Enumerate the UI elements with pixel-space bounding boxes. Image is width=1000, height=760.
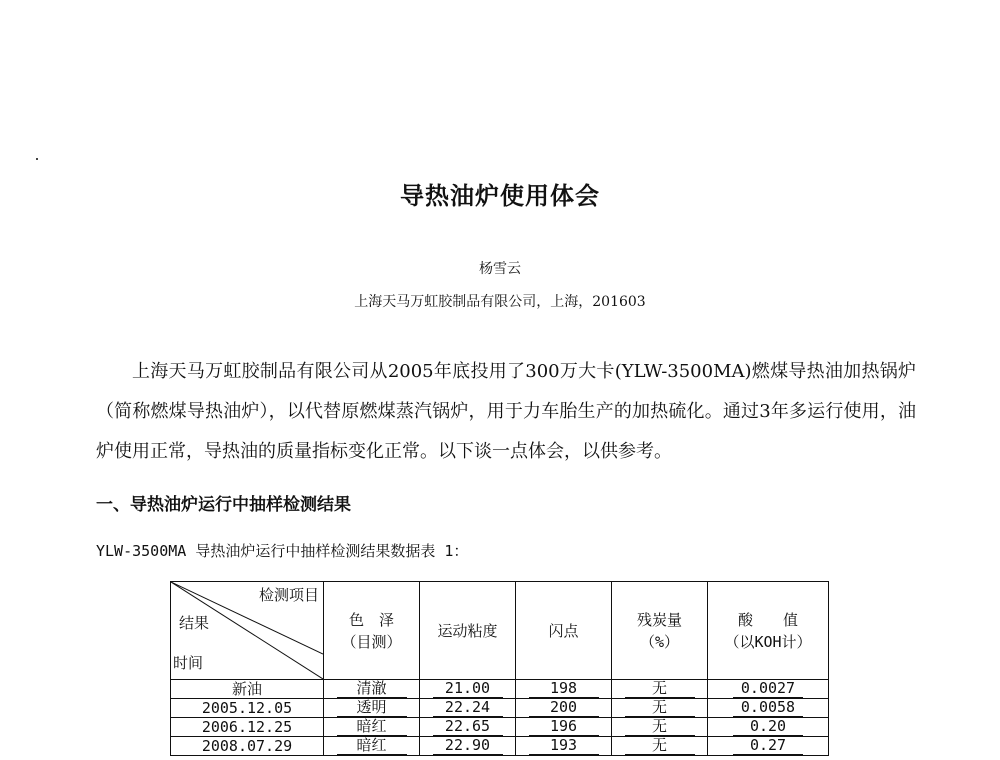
section-heading-1: 一、导热油炉运行中抽样检测结果	[96, 495, 351, 515]
cell-acid	[708, 699, 829, 718]
cell-flash	[516, 699, 612, 718]
cell-acid-text: 0.0027	[733, 680, 803, 698]
cell-color-text: 暗红	[337, 718, 407, 736]
header-flash-point	[516, 582, 612, 680]
cell-acid-text: 0.0058	[733, 699, 803, 717]
table-header-row	[171, 582, 829, 680]
header-carbon-line2: （%）	[639, 632, 680, 651]
cell-flash-text: 196	[529, 718, 599, 736]
cell-viscosity-text: 22.65	[433, 718, 503, 736]
cell-viscosity	[420, 718, 516, 737]
intro-paragraph: 上海天马万虹胶制品有限公司从2005年底投用了300万大卡(YLW-3500MA)燃煤导热油加热锅炉（简称燃煤导热油炉），以代替原燃煤蒸汽锅炉，用于力车胎生产的加热硫化。通过3年多运行使用，油炉使用正常，导热油的质量指标变化正常。以下谈一点体会，以供参考。	[96, 361, 916, 462]
header-carbon-line1: 残炭量	[636, 610, 682, 629]
author-affiliation: 上海天马万虹胶制品有限公司，上海，201603	[354, 294, 646, 310]
cell-carbon-text: 无	[625, 680, 695, 698]
header-acid-line2: （以KOH计）	[724, 632, 812, 651]
cell-time: 2006.12.25	[171, 718, 324, 737]
header-viscosity	[420, 582, 516, 680]
header-viscosity-line1: 运动粘度	[437, 621, 498, 640]
header-flash-line1: 闪点	[548, 621, 579, 640]
cell-color	[324, 680, 420, 699]
cell-acid-text: 0.20	[733, 718, 803, 736]
cell-time: 2008.07.29	[171, 737, 324, 756]
header-color-line1: 色 泽	[348, 610, 394, 629]
cell-color	[324, 718, 420, 737]
cell-time: 新油	[171, 680, 324, 699]
table-row	[171, 680, 829, 699]
cell-flash	[516, 718, 612, 737]
table-row	[171, 718, 829, 737]
author-name: 杨雪云	[479, 261, 521, 277]
diagonal-header-cell	[171, 582, 324, 680]
cell-flash-text: 200	[529, 699, 599, 717]
cell-flash-text: 198	[529, 680, 599, 698]
corner-label-time: 时间	[173, 654, 204, 672]
table-caption: YLW-3500MA 导热油炉运行中抽样检测结果数据表 1：	[96, 542, 469, 560]
test-results-table	[170, 581, 829, 756]
cell-color	[324, 737, 420, 756]
cell-viscosity	[420, 699, 516, 718]
cell-acid	[708, 737, 829, 756]
cell-carbon	[612, 699, 708, 718]
cell-flash	[516, 737, 612, 756]
cell-color	[324, 699, 420, 718]
cell-flash	[516, 680, 612, 699]
cell-color-text: 清澈	[337, 680, 407, 698]
cell-carbon	[612, 737, 708, 756]
cell-carbon	[612, 718, 708, 737]
cell-carbon-text: 无	[625, 699, 695, 717]
cell-acid-text: 0.27	[733, 737, 803, 755]
cell-color-text: 透明	[337, 699, 407, 717]
cell-viscosity-text: 22.24	[433, 699, 503, 717]
page-title: 导热油炉使用体会	[400, 182, 600, 210]
cell-time: 2005.12.05	[171, 699, 324, 718]
table-row	[171, 699, 829, 718]
cell-acid	[708, 718, 829, 737]
cell-viscosity	[420, 737, 516, 756]
header-acid-line1: 酸 值	[737, 610, 798, 629]
cell-carbon-text: 无	[625, 737, 695, 755]
header-carbon-residue	[612, 582, 708, 680]
cell-color-text: 暗红	[337, 737, 407, 755]
cell-viscosity-text: 21.00	[433, 680, 503, 698]
header-color	[324, 582, 420, 680]
cell-viscosity	[420, 680, 516, 699]
cell-viscosity-text: 22.90	[433, 737, 503, 755]
corner-label-items: 检测项目	[258, 586, 319, 604]
cell-flash-text: 193	[529, 737, 599, 755]
cell-carbon	[612, 680, 708, 699]
cell-acid	[708, 680, 829, 699]
header-color-line2: （目测）	[341, 632, 402, 651]
corner-label-results: 结果	[179, 614, 210, 632]
cell-carbon-text: 无	[625, 718, 695, 736]
scan-speck	[36, 158, 38, 160]
table-row	[171, 737, 829, 756]
header-acid-value	[708, 582, 829, 680]
